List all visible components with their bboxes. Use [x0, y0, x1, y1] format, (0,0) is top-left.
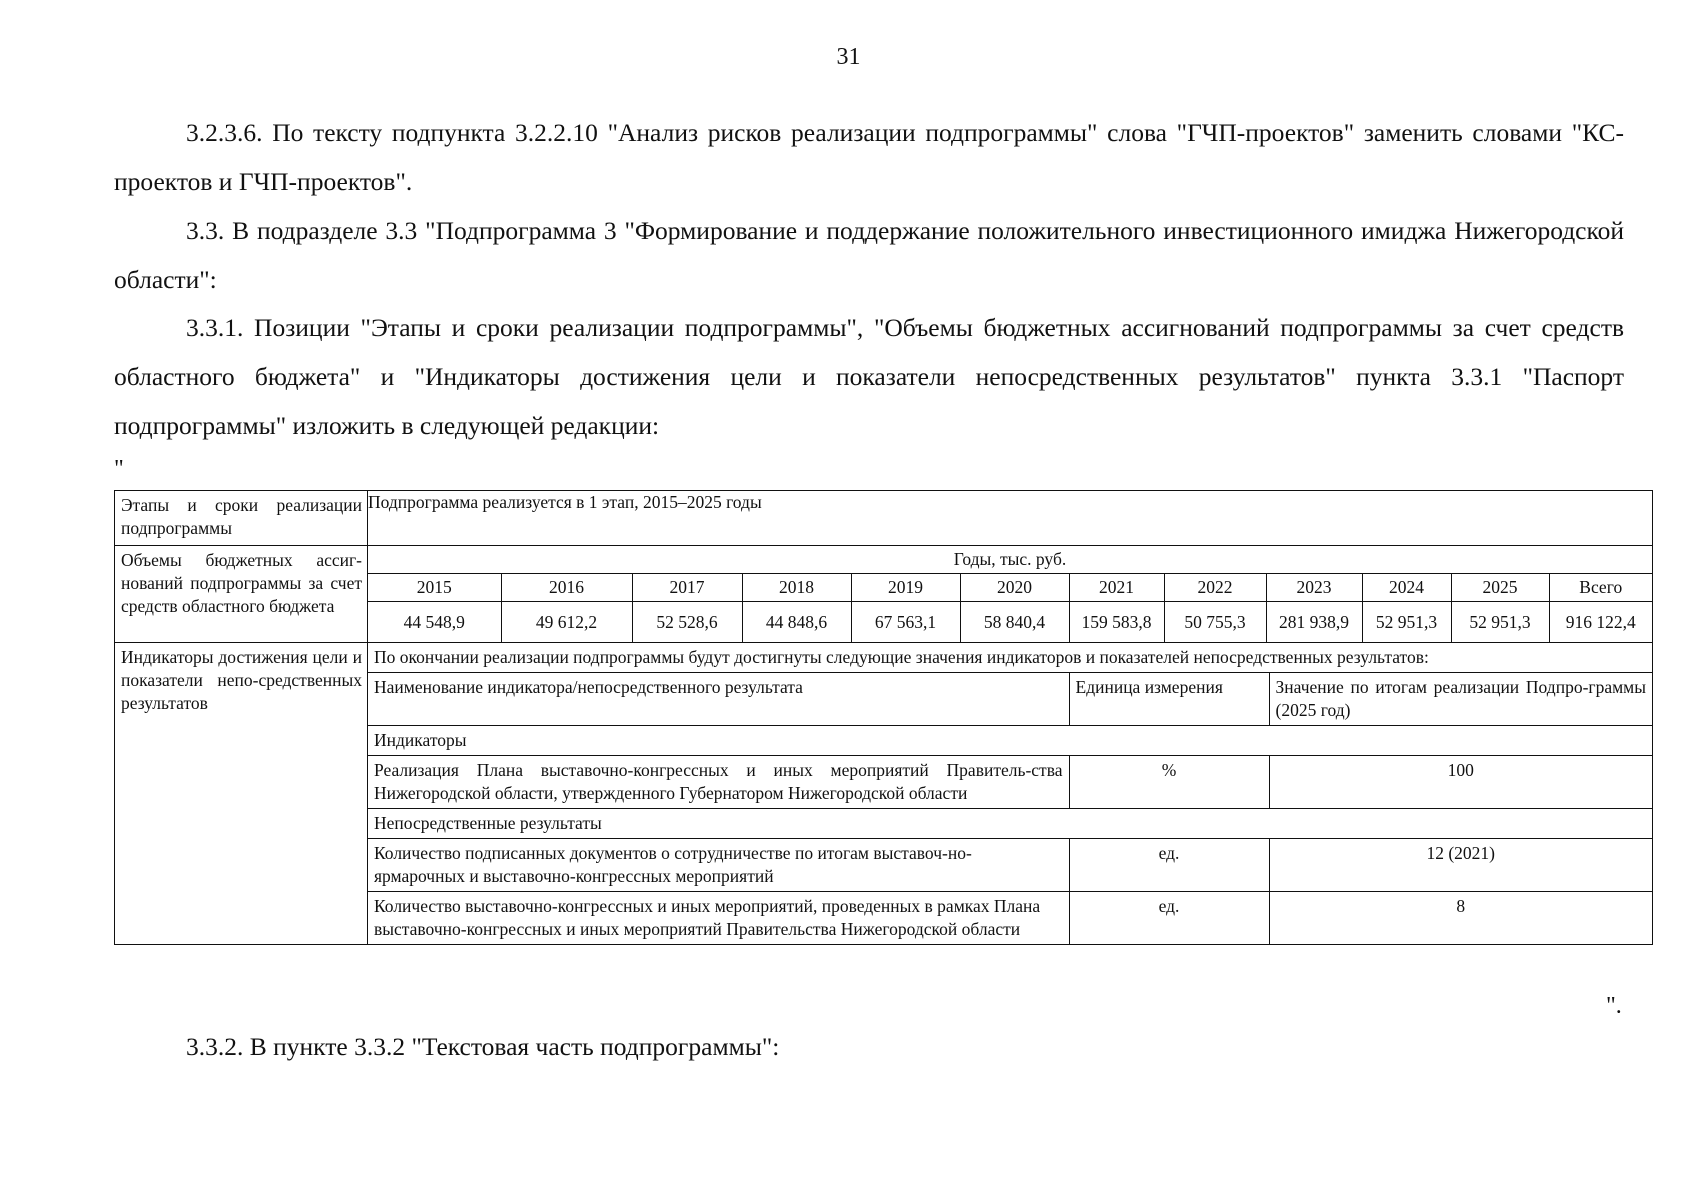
indicator-value: 100: [1269, 756, 1652, 809]
indicators-cell: [368, 643, 1653, 945]
closing-quote: ".: [1606, 993, 1622, 1019]
indicators-row: [115, 643, 1653, 945]
result-unit: ед.: [1069, 892, 1269, 945]
column-header-name: Наименование индикатора/непосредственного результата: [368, 673, 1069, 726]
year-cell: 2021: [1069, 574, 1164, 602]
budget-years-header: Годы, тыс. руб.: [368, 546, 1652, 574]
budget-value-cell: 44 548,9: [368, 602, 501, 643]
column-header-value: Значение по итогам реализации Подпро-граммы (2025 год): [1269, 673, 1652, 726]
paragraph-3-3: [114, 206, 1624, 304]
stages-value: Подпрограмма реализуется в 1 этап, 2015–2025 годы: [368, 491, 1653, 546]
section-results: Непосредственные результаты: [368, 809, 1652, 839]
budget-value-cell: 50 755,3: [1164, 602, 1266, 643]
stages-label: Этапы и сроки реализации подпрограммы: [115, 491, 368, 546]
budget-value-cell: 58 840,4: [960, 602, 1069, 643]
result-name: Количество подписанных документов о сотрудничестве по итогам выставоч-но-ярмарочных и выставочно-конгрессных мероприятий: [368, 839, 1069, 892]
result-value: 12 (2021): [1269, 839, 1652, 892]
indicators-intro: По окончании реализации подпрограммы будут достигнуты следующие значения индикаторов и показателей непосредственных результатов:: [368, 643, 1652, 673]
year-cell: 2023: [1266, 574, 1362, 602]
budget-value-cell: 52 951,3: [1362, 602, 1451, 643]
year-cell: 2015: [368, 574, 501, 602]
budget-years-table: [368, 546, 1652, 642]
table-row: [368, 892, 1652, 945]
budget-values-row: [368, 602, 1652, 643]
indicator-name: Реализация Плана выставочно-конгрессных и иных мероприятий Правитель-ства Нижегородской области, утвержденного Губернатором Нижегородской области: [368, 756, 1069, 809]
year-cell: 2025: [1451, 574, 1549, 602]
budget-value-cell: 67 563,1: [851, 602, 960, 643]
year-cell: 2017: [632, 574, 742, 602]
opening-quote: ": [114, 456, 124, 482]
result-value: 8: [1269, 892, 1652, 945]
paragraph-3-2-3-6: [114, 108, 1624, 206]
year-cell: 2022: [1164, 574, 1266, 602]
budget-value-cell: 44 848,6: [742, 602, 851, 643]
paragraph-text: 3.3.2. В пункте 3.3.2 "Текстовая часть подпрограммы":: [186, 1032, 780, 1061]
table-row: [368, 756, 1652, 809]
year-cell: 2016: [501, 574, 632, 602]
indicators-label: Индикаторы достижения цели и показатели непо-средственных результатов: [115, 643, 368, 945]
result-unit: ед.: [1069, 839, 1269, 892]
year-cell: 2024: [1362, 574, 1451, 602]
paragraph-3-3-1: [114, 303, 1624, 450]
indicators-header-row: [368, 673, 1652, 726]
stages-row: [115, 491, 1653, 546]
indicator-unit: %: [1069, 756, 1269, 809]
budget-value-cell: 52 528,6: [632, 602, 742, 643]
column-header-unit: Единица измерения: [1069, 673, 1269, 726]
budget-cell: [368, 546, 1653, 643]
result-name: Количество выставочно-конгрессных и иных мероприятий, проведенных в рамках Плана выставочно-конгрессных и иных мероприятий Правительства Нижегородской области: [368, 892, 1069, 945]
subprogram-passport-table: [114, 490, 1653, 945]
budget-value-cell: 281 938,9: [1266, 602, 1362, 643]
paragraph-text: 3.2.3.6. По тексту подпункта 3.2.2.10 "Анализ рисков реализации подпрограммы" слова "ГЧП-проектов" заменить словами "КС-проектов и ГЧП-проектов".: [114, 118, 1624, 196]
budget-years-row: [368, 574, 1652, 602]
budget-value-total: 916 122,4: [1549, 602, 1652, 643]
year-cell: 2018: [742, 574, 851, 602]
page-number: 31: [836, 44, 861, 70]
table-row: [368, 839, 1652, 892]
year-cell: 2019: [851, 574, 960, 602]
year-cell-total: Всего: [1549, 574, 1652, 602]
budget-row: [115, 546, 1653, 643]
year-cell: 2020: [960, 574, 1069, 602]
budget-label: Объемы бюджетных ассиг-нований подпрограммы за счет средств областного бюджета: [115, 546, 368, 643]
section-indicators: Индикаторы: [368, 726, 1652, 756]
budget-value-cell: 52 951,3: [1451, 602, 1549, 643]
budget-value-cell: 159 583,8: [1069, 602, 1164, 643]
paragraph-text: 3.3.1. Позиции "Этапы и сроки реализации подпрограммы", "Объемы бюджетных ассигнований подпрограммы за счет средств областного бюджета" и "Индикаторы достижения цели и показатели непосредственных результатов" пункта 3.3.1 "Паспорт подпрограммы" изложить в следующей редакции:: [114, 313, 1624, 440]
paragraph-text: 3.3. В подразделе 3.3 "Подпрограмма 3 "Формирование и поддержание положительного инвестиционного имиджа Нижегородской области":: [114, 216, 1624, 294]
indicators-table: [368, 643, 1652, 944]
budget-value-cell: 49 612,2: [501, 602, 632, 643]
paragraph-3-3-2: [114, 1022, 1624, 1071]
